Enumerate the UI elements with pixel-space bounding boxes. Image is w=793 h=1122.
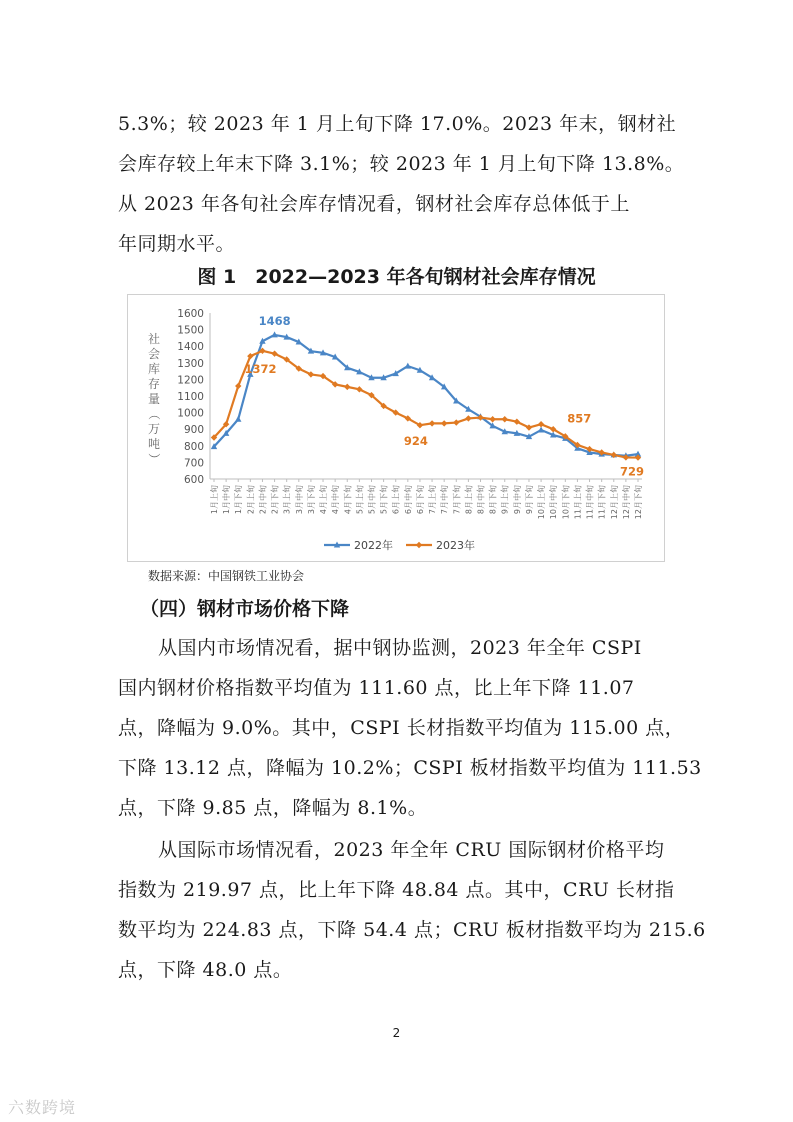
y-tick-label: 1200 (177, 374, 204, 387)
x-tick-label: 2月下旬 (270, 485, 280, 515)
x-tick-label: 10月中旬 (549, 485, 559, 520)
y-axis-label-char: 库 (147, 362, 161, 376)
international-market-paragraph (118, 830, 706, 990)
x-tick-label: 7月下旬 (452, 485, 462, 515)
text-line: 点，下降 9.85 点，降幅为 8.1%。 (118, 797, 428, 819)
x-tick-label: 12月下旬 (634, 485, 643, 520)
y-axis-label-char: 万 (147, 422, 161, 436)
y-tick-label: 1400 (177, 341, 204, 354)
data-point (441, 420, 447, 426)
y-axis-label-char: 社 (147, 332, 161, 346)
data-point (247, 353, 253, 359)
x-tick-label: 5月中旬 (367, 485, 377, 515)
x-tick-label: 11月下旬 (597, 485, 607, 520)
text-line: 下降 13.12 点，降幅为 10.2%；CSPI 板材指数平均值为 111.53 (118, 757, 702, 779)
x-tick-label: 3月上旬 (282, 485, 292, 515)
x-tick-label: 8月中旬 (476, 485, 486, 515)
x-tick-label: 6月上旬 (391, 485, 401, 515)
y-axis-label-char: 会 (147, 347, 161, 361)
text-line: 数平均为 224.83 点，下降 54.4 点；CRU 板材指数平均为 215.6 (118, 919, 706, 941)
data-point (465, 415, 471, 421)
y-tick-label: 800 (183, 440, 204, 453)
text-line: 5.3%；较 2023 年 1 月上旬下降 17.0%。2023 年末，钢材社 (118, 113, 677, 135)
x-tick-label: 11月上旬 (573, 485, 583, 520)
x-tick-label: 4月上旬 (319, 485, 329, 515)
text-line: 从 2023 年各旬社会库存情况看，钢材社会库存总体低于上 (118, 193, 630, 215)
text-line: 从国际市场情况看，2023 年全年 CRU 国际钢材价格平均 (158, 839, 665, 861)
data-point (405, 363, 411, 369)
x-tick-label: 9月下旬 (524, 485, 534, 515)
x-tick-label: 7月中旬 (440, 485, 450, 515)
y-axis-label-char: ） (147, 452, 161, 466)
domestic-market-paragraph (118, 628, 702, 828)
x-tick-label: 12月中旬 (621, 485, 631, 520)
legend-label: 2022年 (354, 539, 393, 552)
x-tick-label: 11月中旬 (585, 485, 595, 520)
x-tick-label: 2月中旬 (258, 485, 268, 515)
x-tick-label: 7月上旬 (428, 485, 438, 515)
y-tick-label: 1000 (177, 407, 204, 420)
x-tick-label: 9月中旬 (512, 485, 522, 515)
x-tick-label: 6月下旬 (415, 485, 425, 515)
x-tick-label: 4月下旬 (343, 485, 353, 515)
legend-marker (416, 542, 422, 548)
legend-label: 2023年 (436, 539, 475, 552)
x-tick-label: 12月上旬 (609, 485, 619, 520)
y-tick-label: 700 (183, 457, 204, 470)
section-heading: （四）钢材市场价格下降 (140, 598, 350, 620)
x-tick-label: 6月中旬 (403, 485, 413, 515)
x-tick-label: 5月上旬 (355, 485, 365, 515)
data-label: 1468 (258, 313, 291, 328)
data-point (235, 416, 241, 422)
y-tick-label: 1600 (177, 308, 204, 320)
source-note: 数据来源：中国钢铁工业协会 (148, 569, 305, 583)
x-tick-label: 2月上旬 (246, 485, 256, 515)
y-tick-label: 1500 (177, 324, 204, 337)
y-axis-label-char: 量 (147, 392, 161, 406)
x-tick-label: 1月下旬 (234, 485, 244, 515)
text-line: 点，降幅为 9.0%。其中，CSPI 长材指数平均值为 115.00 点， (118, 717, 685, 739)
data-point (538, 421, 544, 427)
text-line: 从国内市场情况看，据中钢协监测，2023 年全年 CSPI (158, 637, 642, 659)
y-axis-label-char: （ (147, 407, 161, 421)
inventory-chart-svg (128, 295, 664, 561)
text-line: 年同期水平。 (118, 233, 236, 255)
data-label: 924 (403, 434, 428, 449)
x-tick-label: 9月上旬 (500, 485, 510, 515)
x-tick-label: 5月下旬 (379, 485, 389, 515)
y-tick-label: 1100 (177, 391, 204, 403)
x-tick-label: 1月中旬 (222, 485, 232, 515)
data-point (538, 427, 544, 433)
x-tick-label: 4月中旬 (331, 485, 341, 515)
x-tick-label: 3月下旬 (306, 485, 316, 515)
x-tick-label: 1月上旬 (210, 485, 219, 515)
y-tick-label: 900 (183, 424, 204, 437)
x-tick-label: 8月下旬 (488, 485, 498, 515)
y-tick-label: 1300 (177, 357, 204, 370)
data-label: 1372 (244, 361, 277, 376)
y-axis-label-char: 存 (147, 377, 161, 391)
intro-paragraph (118, 104, 685, 264)
x-tick-label: 10月上旬 (537, 485, 547, 520)
text-line: 会库存较上年末下降 3.1%；较 2023 年 1 月上旬下降 13.8%。 (118, 153, 685, 175)
watermark: 六数跨境 (8, 1098, 77, 1117)
data-point (453, 419, 459, 425)
x-tick-label: 3月中旬 (294, 485, 304, 515)
y-tick-label: 600 (183, 474, 204, 486)
data-point (502, 416, 508, 422)
data-point (429, 420, 435, 426)
text-line: 指数为 219.97 点，比上年下降 48.84 点。其中，CRU 长材指 (118, 879, 675, 901)
data-label: 857 (567, 411, 592, 426)
x-tick-label: 8月上旬 (464, 485, 474, 515)
data-point (235, 383, 241, 389)
data-label: 729 (619, 464, 645, 479)
y-axis-label-char: 吨 (147, 437, 161, 451)
data-point (489, 416, 495, 422)
text-line: 点，下降 48.0 点。 (118, 959, 293, 981)
data-point (344, 384, 350, 390)
text-line: 国内钢材价格指数平均值为 111.60 点，比上年下降 11.07 (118, 677, 635, 699)
figure-title: 图 1 2022—2023 年各旬钢材社会库存情况 (197, 266, 596, 288)
inventory-chart (127, 294, 665, 562)
x-tick-label: 10月下旬 (561, 485, 571, 520)
page-number: 2 (392, 1026, 401, 1040)
